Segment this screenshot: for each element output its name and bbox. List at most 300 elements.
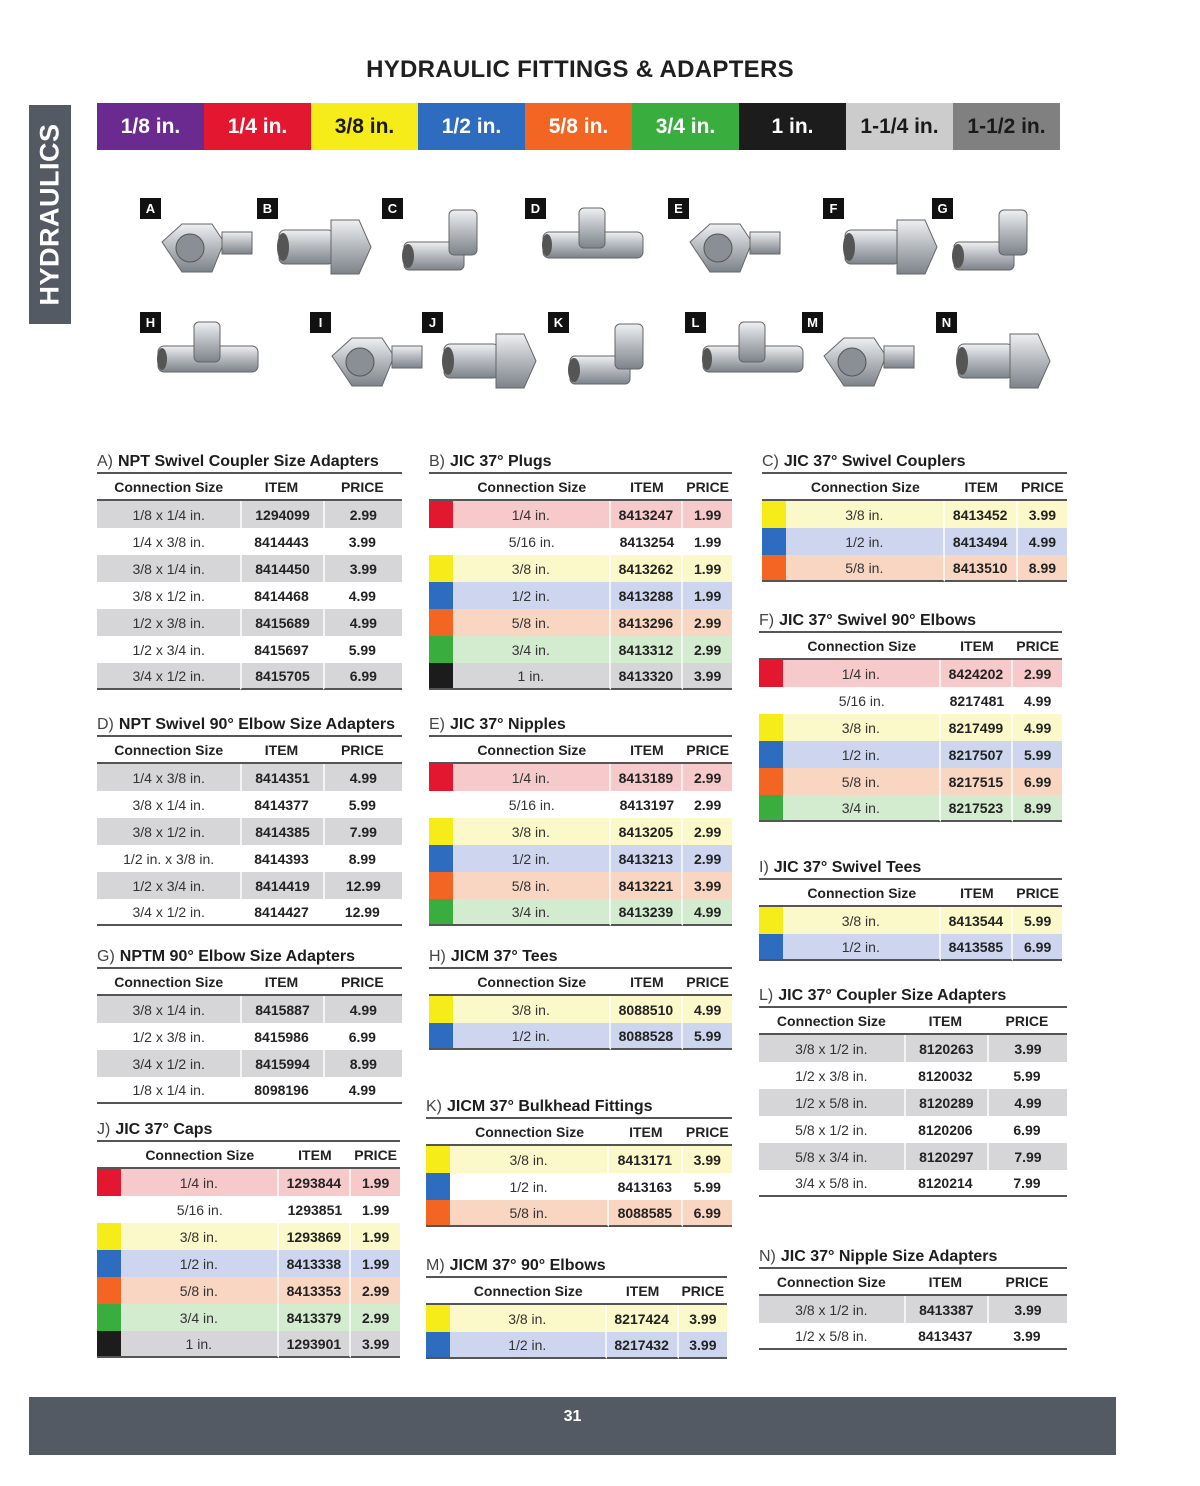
size-swatch xyxy=(429,663,453,690)
fitting-label: G xyxy=(932,198,953,219)
table-row xyxy=(426,1305,727,1332)
item-number: 8088528 xyxy=(611,1023,684,1050)
item-number: 8217432 xyxy=(607,1332,679,1359)
section-letter: H) xyxy=(429,948,446,965)
table-row xyxy=(97,899,402,926)
connection-size: 5/16 in. xyxy=(783,687,941,714)
price: 3.99 xyxy=(323,555,402,582)
price: 3.99 xyxy=(987,1296,1067,1323)
size-swatch xyxy=(426,1332,450,1359)
item-number: 8413585 xyxy=(941,934,1014,961)
connection-size: 3/4 in. xyxy=(453,899,611,926)
size-chip: 3/8 in. xyxy=(311,103,418,150)
table-row xyxy=(97,1050,402,1077)
col-item: ITEM xyxy=(607,1278,679,1305)
section-title xyxy=(426,1254,727,1278)
connection-size: 3/8 in. xyxy=(786,501,945,528)
size-swatch xyxy=(759,660,783,687)
connection-size: 5/8 x 3/4 in. xyxy=(759,1143,904,1170)
size-chip: 1-1/4 in. xyxy=(846,103,953,150)
table-row xyxy=(97,1304,400,1331)
connection-size: 1 in. xyxy=(453,663,611,690)
col-item: ITEM xyxy=(941,633,1014,660)
price-table xyxy=(429,969,732,1050)
item-number: 8414351 xyxy=(240,764,322,791)
section-l-jic-coupler-adapters xyxy=(759,984,1067,1197)
col-connection-size: Connection Size xyxy=(450,1119,609,1146)
col-item: ITEM xyxy=(904,1008,987,1035)
price: 2.99 xyxy=(683,636,732,663)
item-number: 8413171 xyxy=(609,1146,682,1173)
connection-size: 5/8 x 1/2 in. xyxy=(795,1121,868,1138)
price-table xyxy=(759,633,1062,822)
table-row xyxy=(429,501,732,528)
connection-size: 1/2 x 5/8 in. xyxy=(759,1089,904,1116)
section-title xyxy=(759,984,1067,1008)
section-title-text: JIC 37° Nipple Size Adapters xyxy=(780,1248,998,1265)
section-title xyxy=(759,609,1062,633)
price: 6.99 xyxy=(683,1200,732,1227)
section-k-jicm-bulkhead xyxy=(426,1095,732,1227)
price: 3.99 xyxy=(679,1332,727,1359)
section-a-npt-swivel-coupler xyxy=(97,450,402,690)
connection-size: 1/2 in. xyxy=(783,741,941,768)
table-row xyxy=(429,582,732,609)
section-title xyxy=(97,1118,400,1142)
section-letter: A) xyxy=(97,453,113,470)
item-number: 8413205 xyxy=(611,818,684,845)
col-connection-size: Connection Size xyxy=(97,969,240,996)
fitting-image-n xyxy=(936,312,1066,412)
connection-size: 1/2 x 3/4 in. xyxy=(132,641,205,658)
section-letter: F) xyxy=(759,612,775,629)
section-m-jicm-elbows xyxy=(426,1254,727,1359)
connection-size: 5/8 in. xyxy=(453,609,611,636)
price: 6.99 xyxy=(348,1028,376,1045)
price-table xyxy=(426,1119,732,1227)
fitting-image-b xyxy=(257,198,387,298)
connection-size: 1/2 in. xyxy=(453,1023,611,1050)
item-number: 8413312 xyxy=(611,636,684,663)
table-row xyxy=(759,795,1062,822)
table-row xyxy=(429,791,732,818)
item-number: 8414385 xyxy=(240,818,322,845)
connection-size: 1/2 in. xyxy=(453,845,611,872)
section-letter: E) xyxy=(429,716,445,733)
price-table xyxy=(759,1008,1067,1197)
size-swatch xyxy=(429,1023,453,1050)
size-chip: 1-1/2 in. xyxy=(953,103,1060,150)
fittings-gallery xyxy=(130,190,1050,420)
price: 1.99 xyxy=(351,1250,400,1277)
page-title: HYDRAULIC FITTINGS & ADAPTERS xyxy=(366,56,794,83)
size-swatch xyxy=(762,528,786,555)
section-title-text: JIC 37° Swivel 90° Elbows xyxy=(779,612,976,629)
col-price: PRICE xyxy=(1018,474,1067,501)
connection-size: 3/4 in. xyxy=(783,795,941,822)
size-swatch xyxy=(429,996,453,1023)
price-table xyxy=(426,1278,727,1359)
section-letter: J) xyxy=(97,1121,111,1138)
price-table xyxy=(762,474,1067,582)
table-row xyxy=(429,636,732,663)
col-item: ITEM xyxy=(611,474,684,501)
item-number: 1293844 xyxy=(279,1169,352,1196)
size-swatch xyxy=(429,872,453,899)
price: 3.99 xyxy=(683,1146,732,1173)
size-swatch xyxy=(759,934,783,961)
table-row xyxy=(97,1169,400,1196)
connection-size: 5/16 in. xyxy=(453,528,611,555)
swatch-header xyxy=(429,737,453,764)
price: 4.99 xyxy=(323,609,402,636)
swatch-header xyxy=(759,633,783,660)
section-title-text: JIC 37° Nipples xyxy=(450,716,566,733)
price: 3.99 xyxy=(987,1035,1067,1062)
size-swatch xyxy=(429,636,453,663)
item-number: 8413239 xyxy=(611,899,684,926)
table-row xyxy=(759,1116,1067,1143)
connection-size: 3/8 in. xyxy=(450,1305,607,1332)
connection-size: 1/2 x 3/8 in. xyxy=(795,1067,868,1084)
item-number: 8415994 xyxy=(240,1050,322,1077)
price: 2.99 xyxy=(683,845,732,872)
size-swatch xyxy=(429,845,453,872)
size-swatch xyxy=(97,1196,121,1223)
price: 12.99 xyxy=(323,899,402,926)
table-row xyxy=(97,872,402,899)
item-number: 8415986 xyxy=(254,1028,309,1045)
section-letter: G) xyxy=(97,948,115,965)
fitting-image-m xyxy=(802,312,932,412)
col-connection-size: Connection Size xyxy=(453,474,611,501)
price: 1.99 xyxy=(683,555,732,582)
col-price: PRICE xyxy=(323,969,402,996)
section-title xyxy=(762,450,1067,474)
connection-size: 3/4 x 5/8 in. xyxy=(759,1170,904,1197)
price: 1.99 xyxy=(683,582,732,609)
item-number: 1294099 xyxy=(240,501,322,528)
size-swatch xyxy=(762,555,786,582)
fitting-label: J xyxy=(422,312,443,333)
table-row xyxy=(97,501,402,528)
col-item: ITEM xyxy=(240,474,322,501)
size-swatch xyxy=(97,1169,121,1196)
price: 4.99 xyxy=(323,764,402,791)
price-table xyxy=(97,969,402,1104)
item-number: 8413338 xyxy=(279,1250,352,1277)
table-row xyxy=(97,636,402,663)
col-price: PRICE xyxy=(679,1278,727,1305)
connection-size: 1/4 x 3/8 in. xyxy=(97,764,240,791)
item-number: 8415697 xyxy=(254,641,309,658)
section-title-text: JIC 37° Caps xyxy=(115,1121,213,1138)
size-swatch xyxy=(426,1146,450,1173)
size-swatch xyxy=(429,609,453,636)
table-row xyxy=(759,1143,1067,1170)
table-row xyxy=(97,1250,400,1277)
price: 6.99 xyxy=(1013,1121,1041,1138)
size-chip: 3/4 in. xyxy=(632,103,739,150)
size-swatch xyxy=(429,764,453,791)
page-number: 31 xyxy=(563,1408,582,1425)
section-letter: B) xyxy=(429,453,445,470)
section-e-jic-nipples xyxy=(429,713,732,926)
item-number: 8414393 xyxy=(254,850,309,867)
size-swatch xyxy=(429,528,453,555)
price: 8.99 xyxy=(1013,795,1062,822)
swatch-header xyxy=(762,474,786,501)
swatch-header xyxy=(426,1278,450,1305)
price: 7.99 xyxy=(987,1170,1067,1197)
connection-size: 1/2 in. xyxy=(121,1250,279,1277)
col-connection-size: Connection Size xyxy=(121,1142,279,1169)
item-number: 8413544 xyxy=(941,907,1014,934)
table-row xyxy=(97,555,402,582)
col-connection-size: Connection Size xyxy=(783,880,941,907)
section-letter: N) xyxy=(759,1248,776,1265)
table-row xyxy=(97,996,402,1023)
item-number: 8414427 xyxy=(240,899,322,926)
col-connection-size: Connection Size xyxy=(759,1269,904,1296)
swatch-header xyxy=(97,1142,121,1169)
price: 1.99 xyxy=(351,1169,400,1196)
col-connection-size: Connection Size xyxy=(786,474,945,501)
col-price: PRICE xyxy=(987,1269,1067,1296)
price: 5.99 xyxy=(1013,741,1062,768)
table-row xyxy=(97,845,402,872)
col-price: PRICE xyxy=(351,1142,400,1169)
fitting-label: N xyxy=(936,312,957,333)
size-swatch xyxy=(97,1223,121,1250)
section-title-text: NPT Swivel Coupler Size Adapters xyxy=(118,453,379,470)
section-letter: C) xyxy=(762,453,779,470)
connection-size: 3/8 in. xyxy=(783,907,941,934)
table-row xyxy=(759,934,1062,961)
connection-size: 1/2 in. xyxy=(786,528,945,555)
table-row xyxy=(97,609,402,636)
price-table xyxy=(97,1142,400,1358)
size-chip: 1/4 in. xyxy=(204,103,311,150)
section-n-jic-nipple-adapters xyxy=(759,1245,1067,1350)
fitting-label: F xyxy=(823,198,844,219)
item-number: 8413494 xyxy=(945,528,1018,555)
table-row xyxy=(426,1332,727,1359)
swatch-header xyxy=(429,969,453,996)
price: 8.99 xyxy=(323,1050,402,1077)
col-item: ITEM xyxy=(609,1119,682,1146)
price: 3.99 xyxy=(348,533,376,550)
table-row xyxy=(759,741,1062,768)
connection-size: 1/2 in. xyxy=(450,1173,609,1200)
item-number: 8088510 xyxy=(611,996,684,1023)
col-item: ITEM xyxy=(240,969,322,996)
connection-size: 3/8 in. xyxy=(450,1146,609,1173)
item-number: 1293901 xyxy=(279,1331,352,1358)
section-h-jicm-tees xyxy=(429,945,732,1050)
fitting-image-c xyxy=(382,198,512,298)
col-item: ITEM xyxy=(945,474,1018,501)
connection-size: 5/16 in. xyxy=(453,791,611,818)
table-row xyxy=(97,818,402,845)
fitting-image-k xyxy=(548,312,678,412)
section-c-jic-swivel-couplers xyxy=(762,450,1067,582)
price: 4.99 xyxy=(1018,528,1067,555)
item-number: 8413254 xyxy=(611,528,684,555)
connection-size: 3/8 x 1/4 in. xyxy=(97,996,240,1023)
size-swatch xyxy=(429,501,453,528)
price: 2.99 xyxy=(683,791,732,818)
table-row xyxy=(97,663,402,690)
col-connection-size: Connection Size xyxy=(759,1008,904,1035)
item-number: 8413379 xyxy=(279,1304,352,1331)
size-swatch xyxy=(429,899,453,926)
fitting-label: D xyxy=(525,198,546,219)
col-item: ITEM xyxy=(279,1142,352,1169)
connection-size: 1/2 in. xyxy=(453,582,611,609)
item-number: 8217515 xyxy=(941,768,1014,795)
price: 4.99 xyxy=(348,587,376,604)
swatch-header xyxy=(426,1119,450,1146)
price: 5.99 xyxy=(348,641,376,658)
connection-size: 3/8 x 1/2 in. xyxy=(759,1296,904,1323)
size-swatch xyxy=(429,582,453,609)
size-swatch xyxy=(762,501,786,528)
price: 3.99 xyxy=(351,1331,400,1358)
fitting-image-l xyxy=(685,312,815,412)
table-row xyxy=(429,1023,732,1050)
size-swatch xyxy=(97,1277,121,1304)
price: 2.99 xyxy=(323,501,402,528)
table-row xyxy=(759,1170,1067,1197)
size-swatch xyxy=(97,1250,121,1277)
table-row xyxy=(762,555,1067,582)
item-number: 8413163 xyxy=(609,1173,682,1200)
table-row xyxy=(759,768,1062,795)
price: 3.99 xyxy=(683,663,732,690)
connection-size: 3/8 x 1/4 in. xyxy=(97,555,240,582)
price: 5.99 xyxy=(683,1173,732,1200)
col-connection-size: Connection Size xyxy=(450,1278,607,1305)
fitting-label: E xyxy=(668,198,689,219)
price: 5.99 xyxy=(1013,907,1062,934)
size-swatch xyxy=(759,795,783,822)
price: 2.99 xyxy=(1013,660,1062,687)
connection-size: 3/4 x 1/2 in. xyxy=(97,899,240,926)
item-number: 8413213 xyxy=(611,845,684,872)
section-title-text: JIC 37° Coupler Size Adapters xyxy=(778,987,1007,1004)
price-table xyxy=(429,737,732,926)
item-number: 1293851 xyxy=(279,1196,352,1223)
connection-size: 1/2 in. x 3/8 in. xyxy=(123,850,215,867)
col-price: PRICE xyxy=(683,1119,732,1146)
col-price: PRICE xyxy=(683,474,732,501)
connection-size: 1 in. xyxy=(121,1331,279,1358)
size-swatch xyxy=(97,1331,121,1358)
table-row xyxy=(759,687,1062,714)
item-number: 8413221 xyxy=(611,872,684,899)
price: 6.99 xyxy=(323,663,402,690)
price: 4.99 xyxy=(1013,687,1062,714)
connection-size: 1/2 x 3/8 in. xyxy=(132,1028,205,1045)
connection-size: 3/8 in. xyxy=(453,555,611,582)
connection-size: 3/8 x 1/2 in. xyxy=(132,587,205,604)
col-price: PRICE xyxy=(323,737,402,764)
fitting-label: K xyxy=(548,312,569,333)
section-i-jic-swivel-tees xyxy=(759,856,1062,961)
item-number: 8413437 xyxy=(904,1323,987,1350)
section-title-text: JIC 37° Swivel Tees xyxy=(773,859,922,876)
price: 1.99 xyxy=(351,1196,400,1223)
table-row xyxy=(97,764,402,791)
item-number: 8413387 xyxy=(904,1296,987,1323)
connection-size: 1/4 in. xyxy=(453,501,611,528)
item-number: 8088585 xyxy=(609,1200,682,1227)
connection-size: 3/8 in. xyxy=(121,1223,279,1250)
section-j-jic-caps xyxy=(97,1118,400,1358)
price: 1.99 xyxy=(683,528,732,555)
fitting-image-i xyxy=(310,312,440,412)
item-number: 8413189 xyxy=(611,764,684,791)
table-row xyxy=(759,1062,1067,1089)
col-price: PRICE xyxy=(987,1008,1067,1035)
col-connection-size: Connection Size xyxy=(453,969,611,996)
connection-size: 1/4 x 3/8 in. xyxy=(132,533,205,550)
table-row xyxy=(759,1296,1067,1323)
price: 1.99 xyxy=(683,501,732,528)
table-row xyxy=(97,1331,400,1358)
swatch-header xyxy=(429,474,453,501)
size-swatch xyxy=(759,714,783,741)
col-item: ITEM xyxy=(611,969,684,996)
item-number: 8098196 xyxy=(240,1077,322,1104)
price: 2.99 xyxy=(683,609,732,636)
item-number: 8120297 xyxy=(904,1143,987,1170)
price-table xyxy=(429,474,732,690)
table-row xyxy=(759,660,1062,687)
section-title xyxy=(429,945,732,969)
table-row xyxy=(429,872,732,899)
connection-size: 1/2 in. xyxy=(450,1332,607,1359)
table-row xyxy=(97,582,402,609)
size-swatch xyxy=(759,907,783,934)
section-letter: M) xyxy=(426,1257,445,1274)
connection-size: 5/16 in. xyxy=(121,1196,279,1223)
col-item: ITEM xyxy=(240,737,322,764)
section-letter: D) xyxy=(97,716,114,733)
connection-size: 3/8 x 1/4 in. xyxy=(132,796,205,813)
item-number: 8120263 xyxy=(904,1035,987,1062)
table-row xyxy=(429,996,732,1023)
col-item: ITEM xyxy=(904,1269,987,1296)
table-row xyxy=(426,1200,732,1227)
item-number: 8424202 xyxy=(941,660,1014,687)
item-number: 8217424 xyxy=(607,1305,679,1332)
section-letter: I) xyxy=(759,859,769,876)
fitting-image-d xyxy=(525,198,655,298)
size-color-legend xyxy=(97,103,1060,150)
fitting-label: I xyxy=(310,312,331,333)
section-title-text: JICM 37° Bulkhead Fittings xyxy=(447,1098,653,1115)
section-f-jic-swivel-elbows xyxy=(759,609,1062,822)
item-number: 8414443 xyxy=(254,533,309,550)
connection-size: 1/4 in. xyxy=(121,1169,279,1196)
connection-size: 1/2 x 5/8 in. xyxy=(759,1323,904,1350)
connection-size: 5/8 in. xyxy=(786,555,945,582)
item-number: 8217507 xyxy=(941,741,1014,768)
size-chip: 5/8 in. xyxy=(525,103,632,150)
fitting-label: B xyxy=(257,198,278,219)
